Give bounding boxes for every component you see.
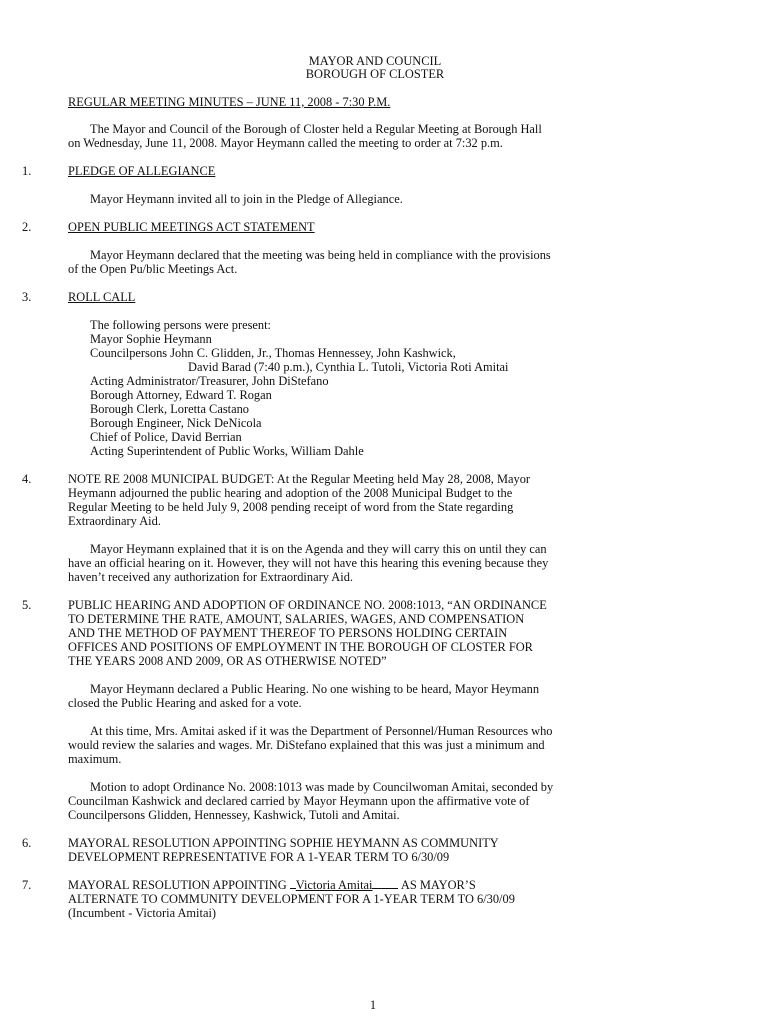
item-number: 7. [22,878,32,892]
item-number: 1. [22,164,32,178]
item-paragraph: NOTE RE 2008 MUNICIPAL BUDGET: At the Regular Meeting held May 28, 2008, Mayor Heymann adjourned the public hearing and adoption of the 2008 Municipal Budget to the Regular Meeting to be held July 9, 2008 pending receipt of word from the State regarding Extraordinary Aid. [68,472,531,528]
item-number: 3. [22,290,32,304]
org-title: MAYOR AND COUNCIL [308,54,442,68]
item-number: 6. [22,836,32,850]
item-text: Mayor Heymann declared that the meeting was being held in compliance with the provisions of the Open Pu/blic Meetings Act. [68,248,551,276]
intro-paragraph: The Mayor and Council of the Borough of Closter held a Regular Meeting at Borough Hall on Wednesday, June 11, 2008. Mayor Heymann called the meeting to order at 7:32 p.m. [68,122,542,150]
item-heading: PLEDGE OF ALLEGIANCE [68,164,216,178]
heading-prefix: MAYORAL RESOLUTION APPOINTING [68,878,290,892]
item-heading: MAYORAL RESOLUTION APPOINTING Victoria Amitai AS MAYOR’S ALTERNATE TO COMMUNITY DEVELOPMENT FOR A 1-YEAR TERM TO 6/30/09 (Incumbent - Victoria Amitai) [68,878,515,920]
page-number: 1 [369,998,377,1012]
item-paragraph: Motion to adopt Ordinance No. 2008:1013 was made by Councilwoman Amitai, seconded by Councilman Kashwick and declared carried by Mayor Heymann upon the affirmative vote of Councilpersons Glidden, Hennessey, Kashwick, Tutoli and Amitai. [68,780,554,822]
item-number: 4. [22,472,32,486]
item-paragraph: Mayor Heymann explained that it is on the Agenda and they will carry this on until they can have an official hearing on it. However, they will not have this hearing this evening because they haven’t received any authorization for Extraordinary Aid. [68,542,549,584]
item-text: Mayor Heymann invited all to join in the Pledge of Allegiance. [90,192,403,206]
org-subtitle: BOROUGH OF CLOSTER [305,67,445,81]
item-paragraph: Mayor Heymann declared a Public Hearing. No one wishing to be heard, Mayor Heymann closed the Public Hearing and asked for a vote. [68,682,540,710]
item-heading: OPEN PUBLIC MEETINGS ACT STATEMENT [68,220,315,234]
blank-line [372,888,398,889]
item-heading: PUBLIC HEARING AND ADOPTION OF ORDINANCE NO. 2008:1013, “AN ORDINANCE TO DETERMINE THE RATE, AMOUNT, SALARIES, WAGES, AND COMPENSATION AND THE METHOD OF PAYMENT THEREOF TO PERSONS HOLDING CERTAIN OFFICES AND POSITIONS OF EMPLOYMENT IN THE BOROUGH OF CLOSTER FOR THE YEARS 2008 AND 2009, OR AS OTHERWISE NOTED” [68,598,547,668]
item-number: 5. [22,598,32,612]
heading-suffix: AS MAYOR’S [398,878,476,892]
roll-call-list: The following persons were present: Mayor Sophie Heymann Councilpersons John C. Glidden, Jr., Thomas Hennessey, John Kashwick, David Barad (7:40 p.m.), Cynthia L. Tutoli, Victoria Roti Amitai Acting Administrator/Treasurer, John DiStefano Borough Attorney, Edward T. Rogan Borough Clerk, Loretta Castano Borough Engineer, Nick DeNicola Chief of Police, David Berrian Acting Superintendent of Public Works, William Dahle [90,318,509,458]
item-paragraph: At this time, Mrs. Amitai asked if it was the Department of Personnel/Human Resources who would review the salaries and wages. Mr. DiStefano explained that this was just a minimum and maximum. [68,724,553,766]
item-number: 2. [22,220,32,234]
filled-appointee: Victoria Amitai [295,878,373,892]
item-heading: ROLL CALL [68,290,136,304]
item-heading: MAYORAL RESOLUTION APPOINTING SOPHIE HEYMANN AS COMMUNITY DEVELOPMENT REPRESENTATIVE FOR A 1-YEAR TERM TO 6/30/09 [68,836,499,864]
meeting-title: REGULAR MEETING MINUTES – JUNE 11, 2008 - 7:30 P.M. [68,95,391,109]
